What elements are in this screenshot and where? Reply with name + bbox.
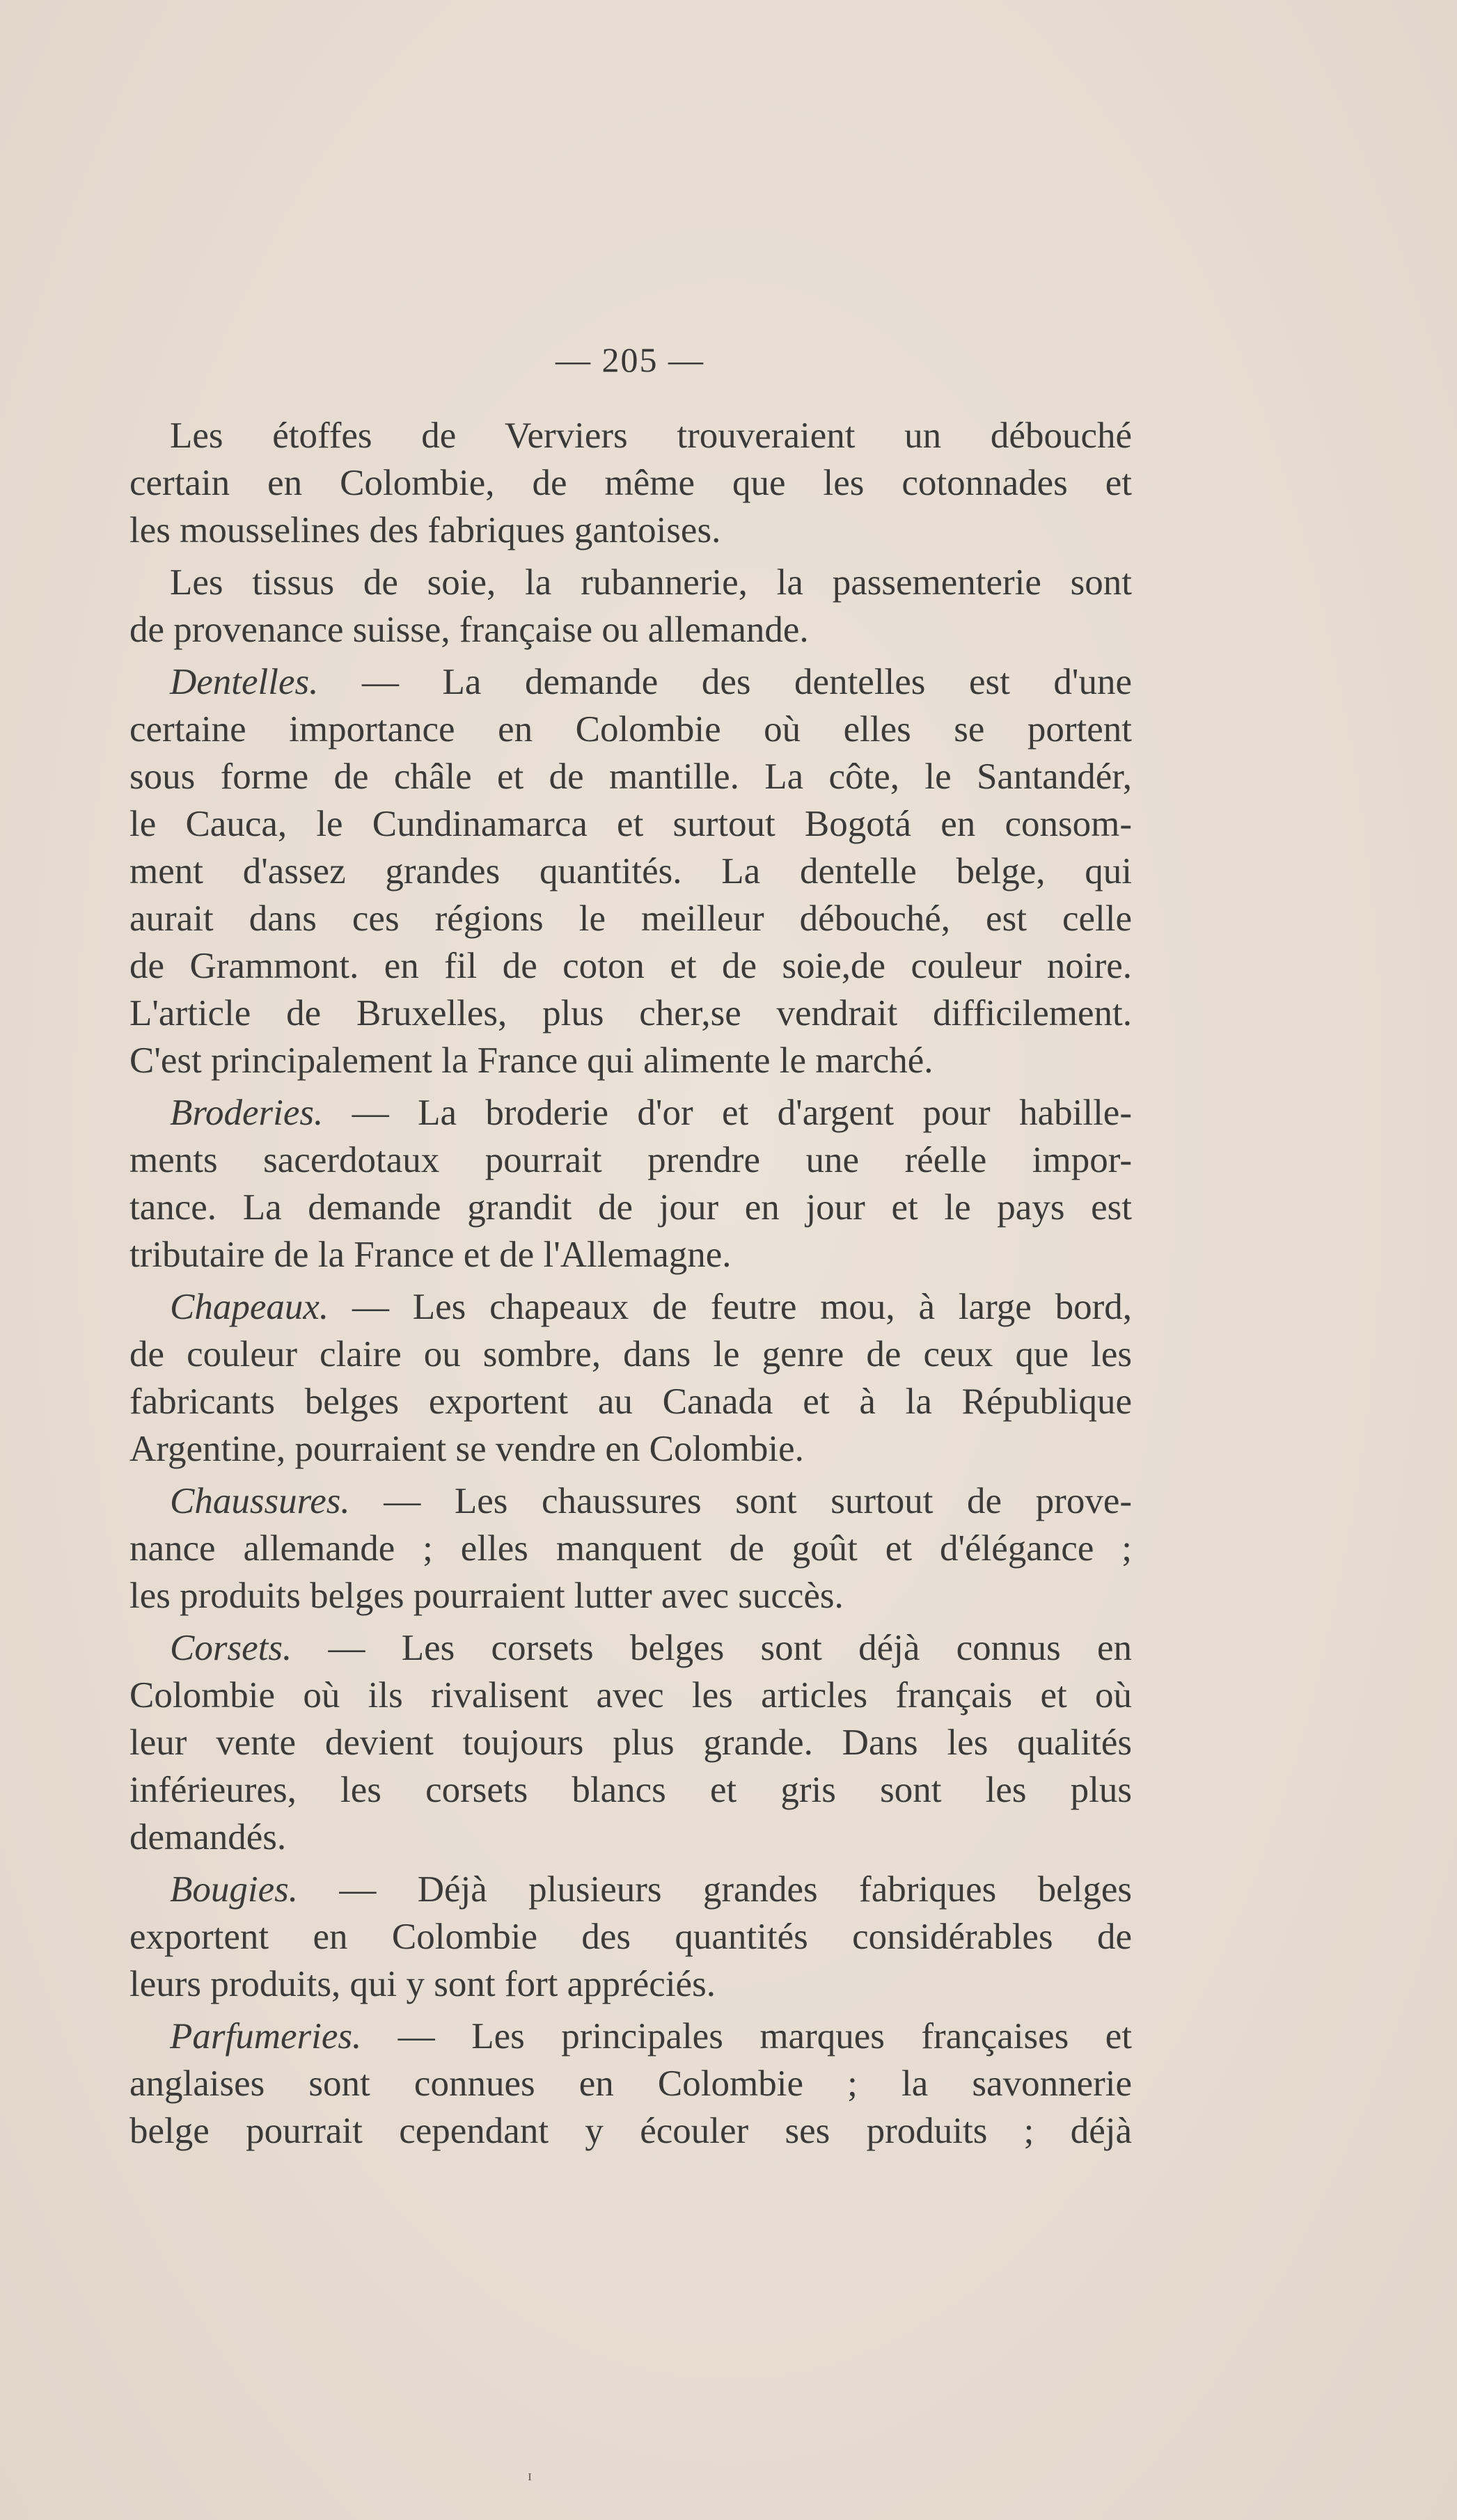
paragraph xyxy=(129,1624,1132,1861)
paragraph-gap xyxy=(129,1084,1132,1089)
section-heading: Chapeaux. xyxy=(170,1287,329,1327)
text-line xyxy=(129,1425,1132,1473)
text-line xyxy=(129,1331,1132,1378)
line-text: inférieures, les corsets blancs et gris sont les plus xyxy=(129,1770,1132,1810)
text-line xyxy=(129,848,1132,895)
line-text: belge pourrait cependant y écouler ses produits ; déjà xyxy=(129,2111,1132,2151)
line-text: de Grammont. en fil de coton et de soie,de couleur noire. xyxy=(129,946,1132,986)
line-text: demandés. xyxy=(129,1817,287,1857)
text-line xyxy=(129,1184,1132,1231)
line-text: certaine importance en Colombie où elles se portent xyxy=(129,709,1132,750)
text-line xyxy=(129,1913,1132,1960)
line-text: — Les chaussures sont surtout de prove- xyxy=(349,1481,1132,1521)
line-text: — Les corsets belges sont déjà connus en xyxy=(292,1628,1132,1668)
paragraph xyxy=(129,1477,1132,1619)
section-heading: Bougies. xyxy=(170,1869,298,1910)
line-text: le Cauca, le Cundinamarca et surtout Bogotá en consom- xyxy=(129,804,1132,844)
paragraph-gap xyxy=(129,653,1132,658)
text-line xyxy=(129,606,1132,653)
line-text: — La demande des dentelles est d'une xyxy=(318,662,1132,702)
text-line xyxy=(129,800,1132,848)
line-text: Colombie où ils rivalisent avec les articles français et où xyxy=(129,1675,1132,1715)
line-text: L'article de Bruxelles, plus cher,se vendrait difficilement. xyxy=(129,993,1132,1033)
line-text: C'est principalement la France qui alimente le marché. xyxy=(129,1040,934,1081)
text-line xyxy=(129,2060,1132,2107)
text-line xyxy=(129,753,1132,800)
text-line xyxy=(129,658,1132,706)
paragraph-gap xyxy=(129,1473,1132,1477)
line-text: Les tissus de soie, la rubannerie, la passementerie sont xyxy=(170,562,1132,603)
paragraph-gap xyxy=(129,2008,1132,2013)
line-text: Les étoffes de Verviers trouveraient un débouché xyxy=(170,415,1132,456)
section-heading: Parfumeries. xyxy=(170,2016,362,2057)
text-line xyxy=(129,1572,1132,1619)
line-text: leur vente devient toujours plus grande. Dans les qualités xyxy=(129,1722,1132,1763)
text-line xyxy=(129,459,1132,507)
text-line xyxy=(129,2107,1132,2155)
text-line xyxy=(129,1037,1132,1084)
section-heading: Chaussures. xyxy=(170,1481,350,1521)
line-text: certain en Colombie, de même que les cotonnades et xyxy=(129,463,1132,503)
paragraph xyxy=(129,2013,1132,2155)
text-line xyxy=(129,706,1132,753)
line-text: de provenance suisse, française ou allemande. xyxy=(129,610,809,650)
text-line xyxy=(129,1624,1132,1672)
page-number: — 205 — xyxy=(556,340,704,379)
paragraph xyxy=(129,1866,1132,2008)
text-line xyxy=(129,1089,1132,1136)
text-line xyxy=(129,1719,1132,1766)
text-line xyxy=(129,2013,1132,2060)
line-text: tance. La demande grandit de jour en jour et le pays est xyxy=(129,1187,1132,1228)
text-line xyxy=(129,1814,1132,1861)
section-heading: Corsets. xyxy=(170,1628,292,1668)
line-text: — Déjà plusieurs grandes fabriques belges xyxy=(298,1869,1132,1910)
text-line xyxy=(129,1477,1132,1525)
text-line xyxy=(129,1866,1132,1913)
line-text: nance allemande ; elles manquent de goût et d'élégance ; xyxy=(129,1528,1132,1569)
text-line xyxy=(129,1766,1132,1814)
text-line xyxy=(129,1960,1132,2008)
text-line xyxy=(129,1525,1132,1572)
text-line xyxy=(129,1672,1132,1719)
paragraph xyxy=(129,412,1132,554)
line-text: sous forme de châle et de mantille. La côte, le Santandér, xyxy=(129,756,1132,797)
text-line xyxy=(129,559,1132,606)
line-text: les produits belges pourraient lutter avec succès. xyxy=(129,1576,844,1616)
line-text: leurs produits, qui y sont fort appréciés. xyxy=(129,1964,716,2004)
line-text: ments sacerdotaux pourrait prendre une réelle impor- xyxy=(129,1140,1132,1180)
line-text: les mousselines des fabriques gantoises. xyxy=(129,510,721,550)
line-text: anglaises sont connues en Colombie ; la savonnerie xyxy=(129,2063,1132,2104)
paragraph xyxy=(129,1089,1132,1278)
text-line xyxy=(129,942,1132,990)
paragraph xyxy=(129,559,1132,653)
text-line xyxy=(129,1231,1132,1278)
text-line xyxy=(129,1283,1132,1331)
line-text: de couleur claire ou sombre, dans le genre de ceux que les xyxy=(129,1334,1132,1374)
paragraph-gap xyxy=(129,1278,1132,1283)
section-heading: Broderies. xyxy=(170,1093,324,1133)
line-text: — Les principales marques françaises et xyxy=(361,2016,1132,2057)
paragraph xyxy=(129,658,1132,1084)
body-text xyxy=(129,412,1132,2155)
line-text: — Les chapeaux de feutre mou, à large bord, xyxy=(329,1287,1132,1327)
text-line xyxy=(129,1136,1132,1184)
paragraph xyxy=(129,1283,1132,1473)
line-text: — La broderie d'or et d'argent pour habille- xyxy=(323,1093,1132,1133)
paragraph-gap xyxy=(129,1619,1132,1624)
line-text: ment d'assez grandes quantités. La dentelle belge, qui xyxy=(129,851,1132,891)
line-text: fabricants belges exportent au Canada et à la République xyxy=(129,1381,1132,1422)
text-line xyxy=(129,507,1132,554)
line-text: tributaire de la France et de l'Allemagne. xyxy=(129,1235,732,1275)
line-text: aurait dans ces régions le meilleur débouché, est celle xyxy=(129,898,1132,939)
paragraph-gap xyxy=(129,1861,1132,1866)
line-text: exportent en Colombie des quantités considérables de xyxy=(129,1917,1132,1957)
section-heading: Dentelles. xyxy=(170,662,319,702)
text-line xyxy=(129,990,1132,1037)
text-line xyxy=(129,895,1132,942)
text-line xyxy=(129,412,1132,459)
paragraph-gap xyxy=(129,554,1132,559)
stray-ink-mark: ɪ xyxy=(528,2466,533,2484)
line-text: Argentine, pourraient se vendre en Colombie. xyxy=(129,1429,804,1469)
text-line xyxy=(129,1378,1132,1425)
